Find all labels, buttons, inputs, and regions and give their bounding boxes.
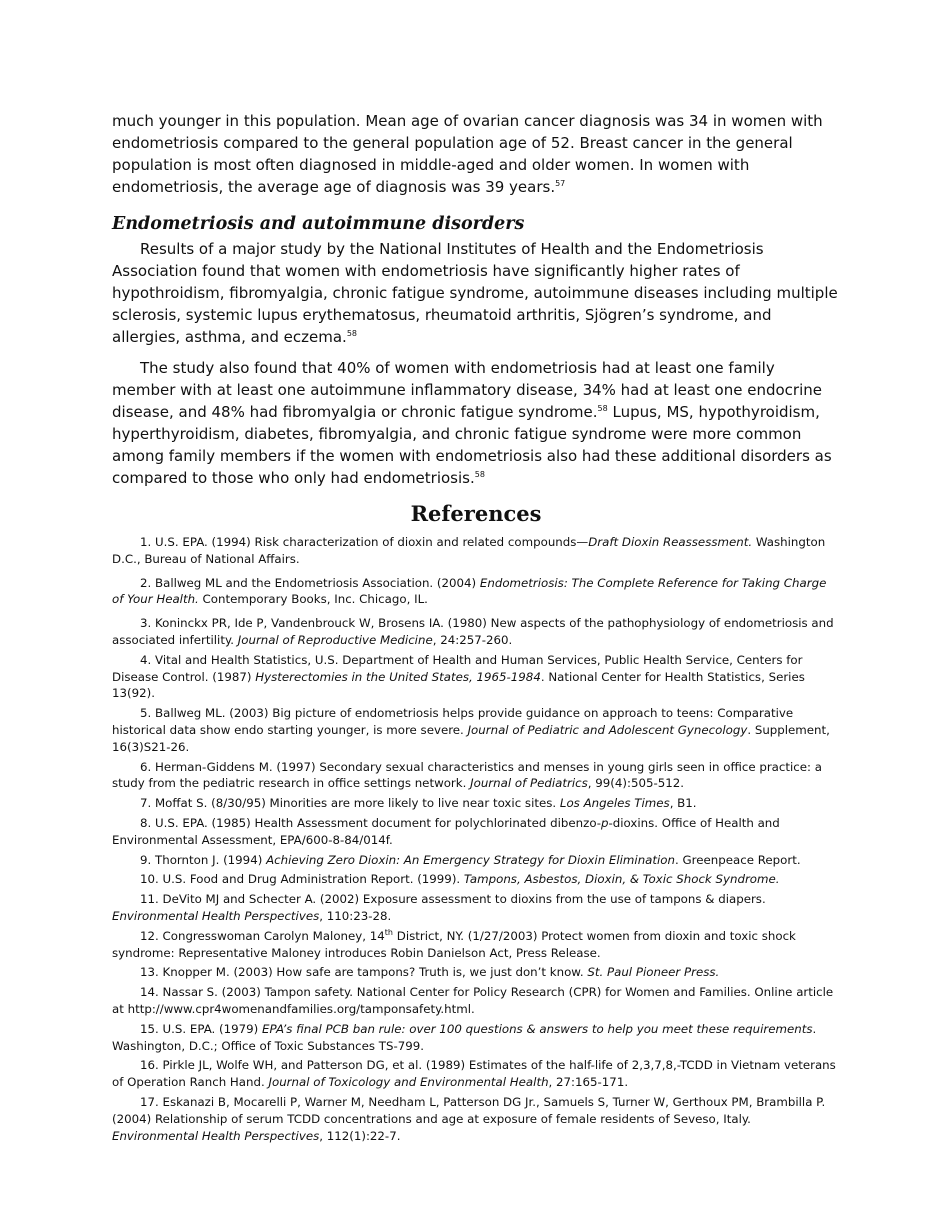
paragraph-autoimmune-study <box>112 238 840 348</box>
reference-text: Contemporary Books, Inc. Chicago, IL. <box>198 592 428 607</box>
reference-title: Journal of Pediatric and Adolescent Gynecology <box>467 722 748 737</box>
reference-text: 17. Eskanazi B, Mocarelli P, Warner M, Needham L, Patterson DG Jr., Samuels S, Turner W, Gerthoux PM, Brambilla P. (2004) Relationship of serum TCDD concentrations and age at exposure of female residents of Seveso, Italy. <box>112 1094 826 1126</box>
reference-text: 5. Ballweg ML. (2003) Big picture of endometriosis helps provide guidance on approach to teens: Comparative historical data show endo starting younger, is more severe. <box>112 706 794 737</box>
reference-title: St. Paul Pioneer Press. <box>587 965 720 980</box>
reference-title: p <box>601 815 609 830</box>
reference-title: Journal of Pediatrics <box>470 776 588 791</box>
reference-title: Achieving Zero Dioxin: An Emergency Strategy for Dioxin Elimination <box>266 852 676 867</box>
reference-item <box>112 1057 840 1091</box>
reference-item <box>112 1094 840 1144</box>
reference-text: . Supplement, 16(3)S21-26. <box>112 722 830 754</box>
reference-text: , B1. <box>669 796 697 811</box>
references-list <box>112 534 840 1144</box>
reference-text: 3. Koninckx PR, Ide P, Vandenbrouck W, Brosens IA. (1980) New aspects of the pathophysiology of endometriosis and associated infertility. <box>112 616 834 647</box>
reference-item <box>112 534 840 568</box>
reference-text: 14. Nassar S. (2003) Tampon safety. National Center for Policy Research (CPR) for Women and Families. Online article at http://www.cpr4womenandfamilies.org/tamponsafety.html. <box>112 985 834 1016</box>
reference-item <box>112 928 840 962</box>
reference-text: -dioxins. Office of Health and Environmental Assessment, EPA/600-8-84/014f. <box>112 815 780 847</box>
reference-title: Draft Dioxin Reassessment. <box>588 535 753 549</box>
reference-title: Journal of Reproductive Medicine <box>237 632 433 647</box>
reference-item <box>112 852 840 869</box>
paragraph-text: much younger in this population. Mean age of ovarian cancer diagnosis was 34 in women with endometriosis compared to the general population age of 52. Breast cancer in the general population is most often diagnosed in middle-aged and older women. In women with endometriosis, the average age of diagnosis was 39 years. <box>112 112 823 196</box>
reference-text: 2. Ballweg ML and the Endometriosis Association. (2004) <box>140 575 480 590</box>
reference-item <box>112 891 840 925</box>
reference-text: , 110:23-28. <box>319 908 392 923</box>
reference-text: 15. U.S. EPA. (1979) <box>140 1021 263 1036</box>
reference-item <box>112 615 840 649</box>
reference-text: , 27:165-171. <box>548 1075 629 1090</box>
reference-text: 12. Congresswoman Carolyn Maloney, 14 <box>140 928 385 943</box>
reference-text: Washington D.C., Bureau of National Affairs. <box>112 535 826 566</box>
citation-superscript: 57 <box>555 179 566 188</box>
document-page <box>112 110 840 1147</box>
citation-superscript: 58 <box>346 329 357 338</box>
reference-text: . Greenpeace Report. <box>675 852 801 867</box>
reference-text: 10. U.S. Food and Drug Administration Report. (1999). <box>140 872 464 887</box>
reference-text: , 99(4):505-512. <box>587 776 685 791</box>
reference-text: . Washington, D.C.; Office of Toxic Substances TS-799. <box>112 1021 817 1053</box>
reference-text: 16. Pirkle JL, Wolfe WH, and Patterson DG, et al. (1989) Estimates of the half-life of 2,3,7,8,-TCDD in Vietnam veterans of Operation Ranch Hand. <box>112 1058 836 1090</box>
reference-item <box>112 652 840 702</box>
reference-text: 1. U.S. EPA. (1994) Risk characterization of dioxin and related compounds— <box>140 535 589 549</box>
citation-superscript: 58 <box>474 470 485 479</box>
reference-text: , 112(1):22-7. <box>319 1128 401 1143</box>
reference-title: Endometriosis: The Complete Reference for Taking Charge of Your Health. <box>112 575 827 607</box>
reference-title: Los Angeles Times <box>559 796 670 811</box>
reference-text: 9. Thornton J. (1994) <box>140 852 267 867</box>
reference-title: Environmental Health Perspectives <box>112 1128 320 1143</box>
reference-text: 11. DeVito MJ and Schecter A. (2002) Exposure assessment to dioxins from the use of tampons & diapers. <box>140 892 766 907</box>
reference-text: 4. Vital and Health Statistics, U.S. Department of Health and Human Services, Public Health Service, Centers for Disease Control. (1987) <box>112 652 803 684</box>
paragraph-family-findings <box>112 357 840 489</box>
section-heading: Endometriosis and autoimmune disorders <box>112 214 525 234</box>
reference-item <box>112 759 840 793</box>
reference-item <box>112 795 840 812</box>
citation-superscript: 58 <box>597 404 608 413</box>
reference-text: District, NY. (1/27/2003) Protect women from dioxin and toxic shock syndrome: Representative Maloney introduces Robin Danielson Act, Press Release. <box>112 928 796 960</box>
reference-item <box>112 575 840 609</box>
reference-text: 7. Moffat S. (8/30/95) Minorities are more likely to live near toxic sites. <box>140 796 560 811</box>
paragraph-text: Lupus, MS, hypothyroidism, hyperthyroidism, diabetes, fibromyalgia, and chronic fatigue syndrome were more common among family members if the women with endometriosis also had these additional disorders as compared to those who only had endometriosis. <box>112 403 832 487</box>
paragraph-text: The study also found that 40% of women with endometriosis had at least one family member with at least one autoimmune inflammatory disease, 34% had at least one endocrine disease, and 48% had fibromyalgia or chronic fatigue syndrome. <box>112 359 822 421</box>
reference-text: , 24:257-260. <box>432 632 513 647</box>
reference-text: . National Center for Health Statistics, Series 13(92). <box>112 669 805 701</box>
reference-item <box>112 871 840 888</box>
reference-text: 8. U.S. EPA. (1985) Health Assessment document for polychlorinated dibenzo- <box>140 815 602 830</box>
references-heading: References <box>410 501 542 526</box>
reference-item <box>112 964 840 981</box>
reference-item <box>112 705 840 755</box>
reference-text: 6. Herman-Giddens M. (1997) Secondary sexual characteristics and menses in young girls seen in office practice: a study from the pediatric research in office settings network. <box>112 759 822 791</box>
reference-title: Tampons, Asbestos, Dioxin, & Toxic Shock Syndrome. <box>463 872 780 887</box>
reference-item <box>112 984 840 1018</box>
reference-title: EPA’s final PCB ban rule: over 100 questions & answers to help you meet these requirements <box>262 1021 813 1036</box>
reference-title: Hysterectomies in the United States, 1965-1984 <box>255 669 541 684</box>
reference-title: Journal of Toxicology and Environmental Health <box>268 1075 549 1090</box>
paragraph-text: Results of a major study by the National Institutes of Health and the Endometriosis Association found that women with endometriosis have significantly higher rates of hypothroidism, fibromyalgia, chronic fatigue syndrome, autoimmune diseases including multiple sclerosis, systemic lupus erythematosus, rheumatoid arthritis, Sjögren’s syndrome, and allergies, asthma, and eczema. <box>112 240 838 346</box>
ordinal-superscript: th <box>384 927 393 937</box>
reference-item <box>112 1021 840 1055</box>
paragraph-intro <box>112 110 840 198</box>
reference-text: 13. Knopper M. (2003) How safe are tampons? Truth is, we just don’t know. <box>140 965 588 980</box>
reference-title: Environmental Health Perspectives <box>112 908 320 923</box>
reference-item <box>112 815 840 849</box>
